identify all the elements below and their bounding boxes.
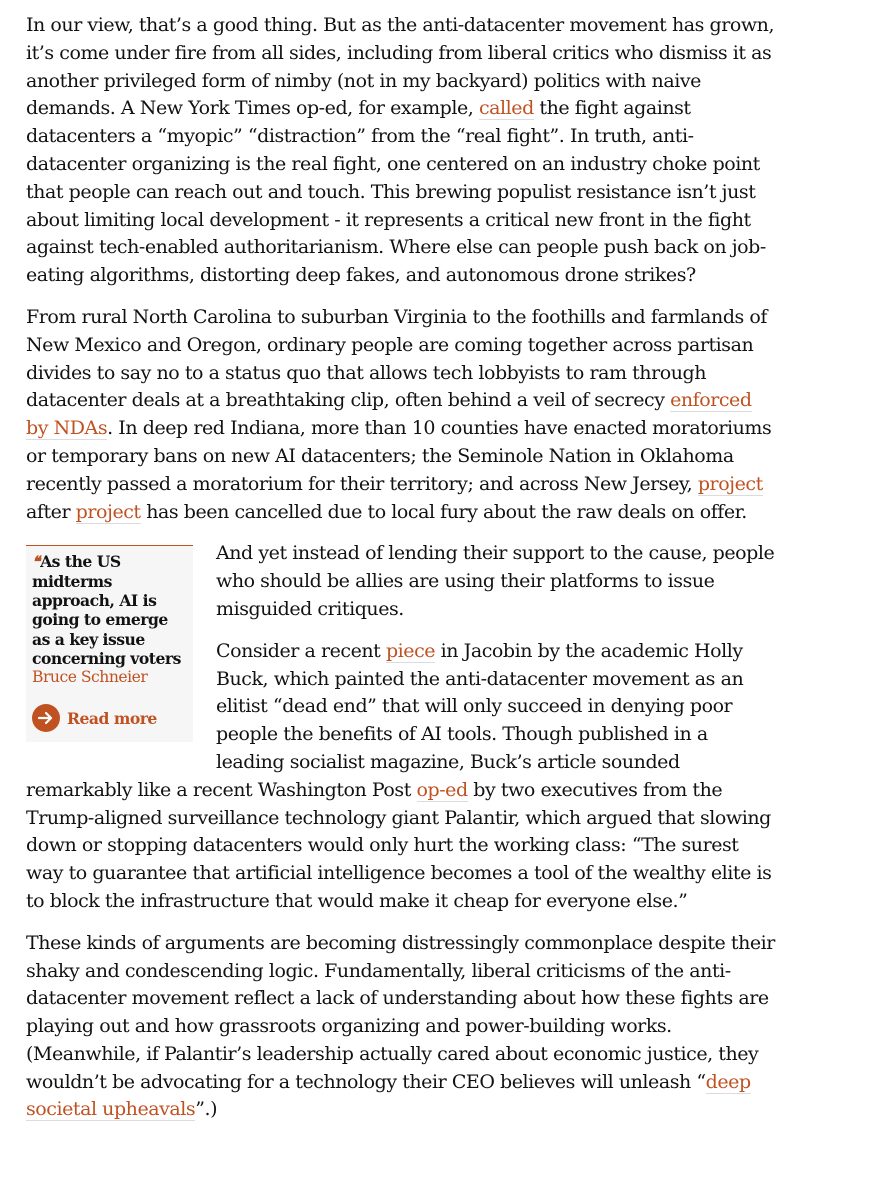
- pull-quote-body: As the US midterms approach, AI is going to emerge as a key issue concerning voters: [32, 552, 181, 668]
- paragraph-text: the fight against datacenters a “myopic” “distraction” from the “real fight”. In truth, anti-datacenter organizing is the real fight, one centered on an industry choke point that people can reach out and touch. This brewing populist resistance isn’t just about limiting local development - it represents a critical new front in the fight against tech-enabled authoritarianism. Where else can people push back on job-eating algorithms, distorting deep fakes, and autonomous drone strikes?: [26, 97, 766, 287]
- paragraph-2: [26, 304, 776, 526]
- link-op-ed[interactable]: op-ed: [416, 778, 468, 801]
- link-deep-societal-upheavals[interactable]: deep societal upheavals: [26, 1070, 751, 1121]
- link-piece[interactable]: piece: [385, 639, 436, 662]
- link-project-1[interactable]: project: [697, 472, 763, 495]
- paragraph-text: by two executives from the Trump-aligned surveillance technology giant Palantir, which argued that slowing down or stopping datacenters would only hurt the working class: “The surest way to guarantee that artificial intelligence becomes a tool of the wealthy elite is to block the infrastructure that would make it cheap for everyone else.”: [26, 778, 772, 912]
- paragraph-text: And yet instead of lending their support to the cause, people who should be allies are using their platforms to issue misguided critiques.: [216, 542, 775, 620]
- paragraph-text: in Jacobin by the academic Holly Buck, which painted the anti-datacenter movement as an elitist “dead end” that will only succeed in denying poor people the benefits of AI tools. Though published in a leading socialist magazine, Buck’s article sounded remarkably like a recent Washington Post: [26, 639, 744, 801]
- quote-mark-icon: ❛❛: [32, 552, 39, 572]
- pull-quote: [26, 545, 193, 742]
- paragraph-5: [26, 930, 776, 1125]
- article-body: [26, 12, 776, 1138]
- paragraph-text: after: [26, 500, 76, 523]
- paragraph-text: . In deep red Indiana, more than 10 counties have enacted moratoriums or temporary bans on new AI datacenters; the Seminole Nation in Oklahoma recently passed a moratorium for their territory; and across New Jersey,: [26, 417, 772, 495]
- paragraph-1: [26, 12, 776, 290]
- paragraph-text: In our view, that’s a good thing. But as the anti-datacenter movement has grown, it’s come under fire from all sides, including from liberal critics who dismiss it as another privileged form of nimby (not in my backyard) politics with naive demands. A New York Times op-ed, for example,: [26, 14, 775, 120]
- paragraph-text: Consider a recent: [216, 639, 386, 662]
- read-more-label[interactable]: Read more: [67, 708, 157, 728]
- paragraph-text: From rural North Carolina to suburban Virginia to the foothills and farmlands of New Mexico and Oregon, ordinary people are coming together across partisan divides to say no to a status quo that allows tech lobbyists to ram through datacenter deals at a breathtaking clip, often behind a veil of secrecy: [26, 305, 767, 412]
- paragraph-text: has been cancelled due to local fury about the raw deals on offer.: [140, 500, 747, 523]
- paragraph-text: ”.): [195, 1098, 218, 1121]
- pull-quote-text: [32, 552, 187, 668]
- paragraph-text: These kinds of arguments are becoming distressingly commonplace despite their shaky and condescending logic. Fundamentally, liberal criticisms of the anti-datacenter movement reflect a lack of understanding about how these fights are playing out and how grassroots organizing and power-building works. (Meanwhile, if Palantir’s leadership actually cared about economic justice, they wouldn’t be advocating for a technology their CEO believes will unleash “: [26, 931, 775, 1093]
- link-project-2[interactable]: project: [75, 500, 141, 523]
- arrow-right-icon[interactable]: [32, 704, 60, 732]
- pull-quote-author: Bruce Schneier: [32, 668, 148, 687]
- link-called[interactable]: called: [478, 97, 534, 120]
- read-more-link[interactable]: [32, 704, 187, 732]
- link-enforced-by-ndas[interactable]: enforced by NDAs: [26, 389, 752, 440]
